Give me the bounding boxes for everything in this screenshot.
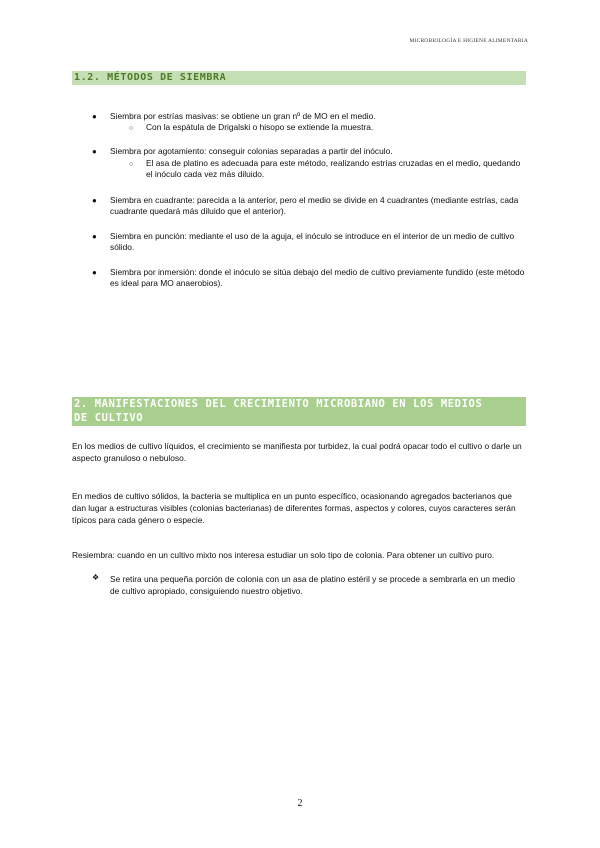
diamond-bullet-icon: ❖: [92, 573, 100, 582]
paragraph: Resiembra: cuando en un cultivo mixto nos interesa estudiar un solo tipo de colonia. Para obtener un cultivo puro.: [72, 550, 495, 560]
list-item: Siembra en cuadrante: parecida a la anterior, pero el medio se divide en 4 cuadrantes (mediante estrías, cada cuadrante quedará más diluido que el anterior).: [110, 195, 519, 216]
section-heading-metodos-siembra: 1.2. MÉTODOS DE SIEMBRA: [72, 71, 526, 85]
paragraph: En medios de cultivo sólidos, la bacteria se multiplica en un punto específico, ocasionando agregados bacterianos que dan lugar a estructuras visibles (colonias bacterianas) de diferentes formas, aspectos y colores, cuyos caracteres serán típicos para cada género o especie.: [72, 491, 516, 525]
paragraph: En los medios de cultivo líquidos, el crecimiento se manifiesta por turbidez, la cual podrá opacar todo el cultivo o darle un aspecto granuloso o nebuloso.: [72, 441, 522, 463]
sub-list-item: Con la espátula de Drigalski o hisopo se extiende la muestra.: [146, 122, 374, 132]
section-heading-line: DE CULTIVO: [74, 411, 144, 424]
bullet-icon: ●: [92, 268, 97, 277]
list-item: Siembra por agotamiento: conseguir colonias separadas a partir del inóculo.: [110, 146, 393, 156]
running-header: MICROBIOLOGÍA E HIGIENE ALIMENTARIA: [409, 38, 528, 44]
bullet-icon: ●: [92, 147, 97, 156]
bullet-icon: ●: [92, 112, 97, 121]
list-item: Se retira una pequeña porción de colonia con un asa de platino estéril y se procede a sembrarla en un medio de cultivo apropiado, consiguiendo nuestro objetivo.: [110, 574, 516, 596]
sub-bullet-icon: ○: [129, 125, 134, 132]
sub-list-item: El asa de platino es adecuada para este método, realizando estrías cruzadas en el medio, quedando el inóculo cada vez más diluido.: [146, 158, 521, 179]
page-number: 2: [297, 798, 303, 809]
bullet-icon: ●: [92, 232, 97, 241]
list-item: Siembra por inmersión: donde el inóculo se sitúa debajo del medio de cultivo previamente fundido (este método es ideal para MO anaerobios).: [110, 267, 525, 288]
section-heading-line: 2. MANIFESTACIONES DEL CRECIMIENTO MICROBIANO EN LOS MEDIOS: [74, 398, 483, 410]
list-item: Siembra en punción: mediante el uso de la aguja, el inóculo se introduce en el interior de un medio de cultivo sólido.: [110, 231, 515, 252]
sub-bullet-icon: ○: [129, 161, 134, 168]
list-item: Siembra por estrías masivas: se obtiene un gran nº de MO en el medio.: [110, 111, 376, 121]
bullet-icon: ●: [92, 196, 97, 205]
section-heading-manifestaciones: [72, 397, 526, 426]
